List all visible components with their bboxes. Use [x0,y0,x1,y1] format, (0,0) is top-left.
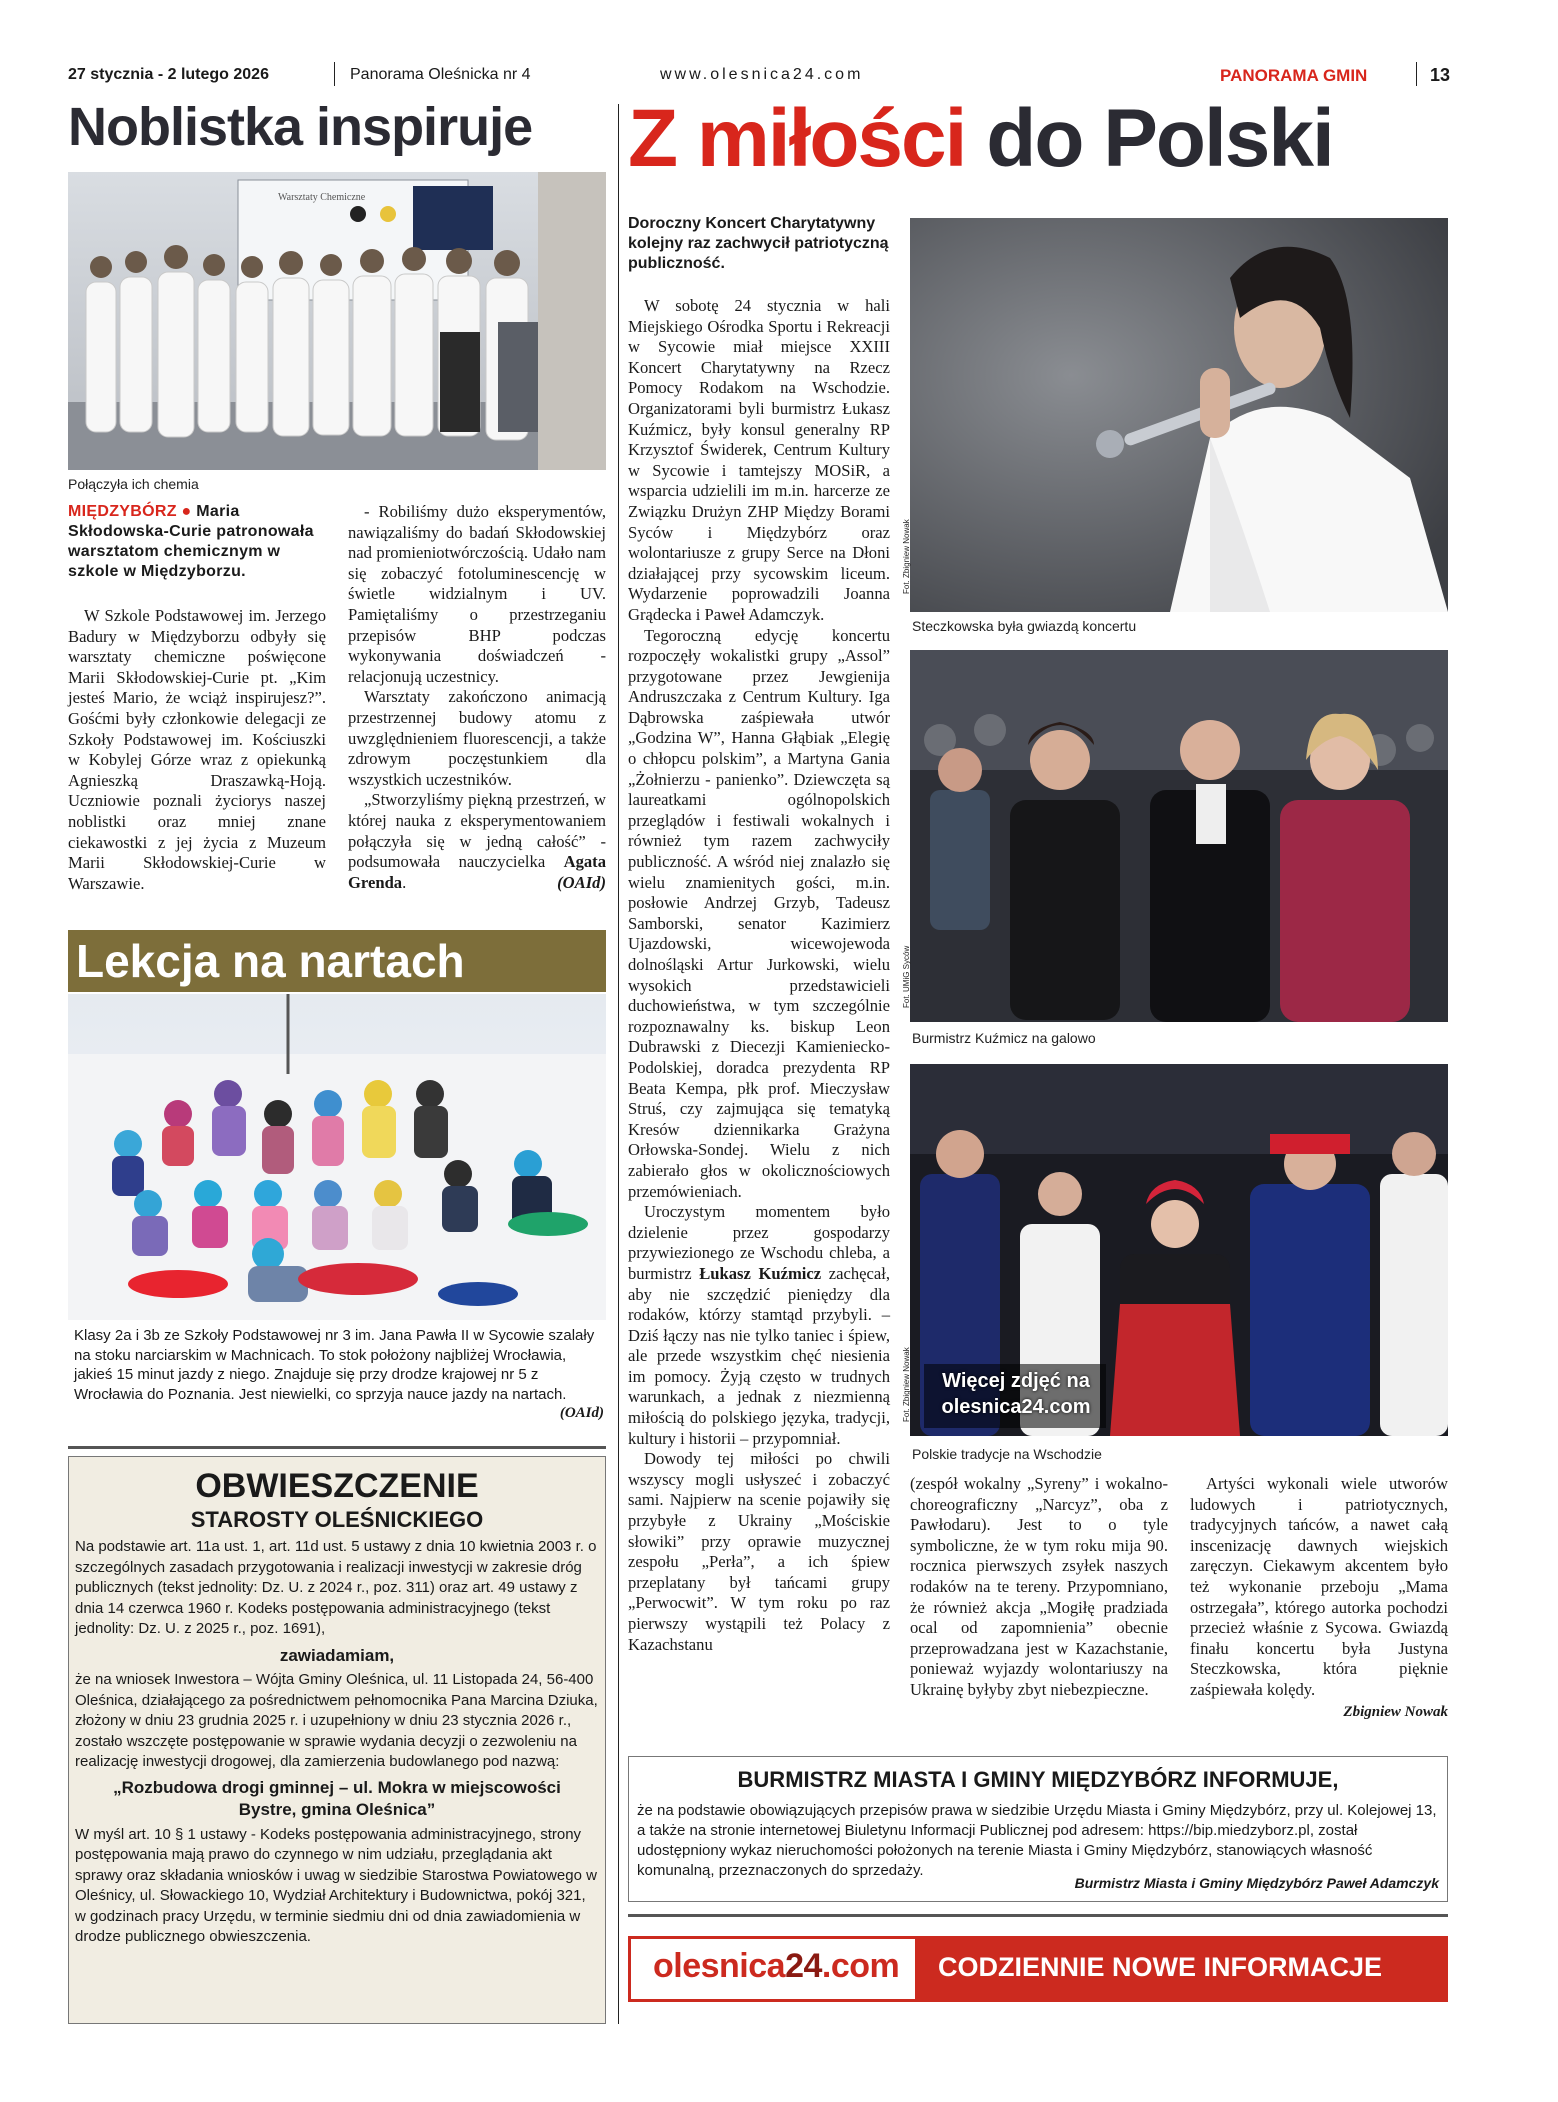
article2-signature: (OAId) [559,1405,604,1421]
page-header [68,60,1458,90]
olesnica24-banner[interactable] [628,1936,1448,2002]
article1-photo [68,172,606,470]
photo2-credit: Fot. UMiG Syców [902,945,911,1008]
article1-dateline: MIĘDZYBÓRZ [68,503,177,520]
board-text: Warsztaty Chemiczne [278,192,366,203]
page-number: 13 [1430,65,1451,85]
article3-photo2 [902,650,1448,1022]
article1-title: Noblistka inspiruje [68,97,533,157]
notice-p2: że na wniosek Inwestora – Wójta Gminy Oleśnica, ul. 11 Listopada 24, 56-400 Oleśnica, działającego za pośrednictwem pełnomocnika Pana Marcina Dziuka, złożony w dniu 23 grudnia 2025 r. i uzupełniony w dniu 23 stycznia 2026 r., zostało wszczęte postępowanie w sprawie wydania decyzji o zezwoleniu na realizację inwestycji drogowej, dla zamierzenia budowlanego pod nazwą: [75,1671,598,1770]
teacher-name: Agata Grenda [348,852,606,892]
article3-p4: Dowody tej miłości po chwili wszyscy mogli usłyszeć i zobaczyć sami. Najpierw na scenie pojawiły się przybyłe z Ukrainy „Mościskie słowiki” przy oprawie muzycznej zespołu „Perła”, a ich śpiew przeplatany był tańcami grupy „Perwocwit”. W tym roku po raz pierwszy wystąpili też Polacy z Kazachstanu [628,1449,890,1654]
banner-logo: olesnica24.com [653,1947,900,1985]
more-photos-line1: Więcej zdjęć na [942,1370,1090,1392]
notice-subtitle: STAROSTY OLEŚNICKIEGO [190,1507,484,1532]
notice-p3: W myśl art. 10 § 1 ustawy - Kodeks postępowania administracyjnego, strony postępowania mają prawo do czynnego w nim udziału, przeglądania akt sprawy oraz składania wniosków i uwag w siedzibie Starostwa Powiatowego w Oleśnicy, ul. Słowackiego 10, Wydział Architektury i Budownictwa, pokój 321, w godzinach pracy Urzędu, w terminie siedmiu dni od dnia zawiadomienia w drodze publicznego obwieszczenia. [75,1825,597,1945]
article3-lead: Doroczny Koncert Charytatywny kolejny raz zachwycił patriotyczną publiczność. [628,215,889,272]
article2-caption [74,1326,604,1424]
burmistrz-notice-signature: Burmistrz Miasta i Gminy Międzybórz Paweł Adamczyk [1074,1875,1439,1891]
article1-lead-text: Maria Skłodowska-Curie patronowała warsztatom chemicznym w szkole w Międzyborzu. [68,503,314,580]
article2-title: Lekcja na nartach [76,935,465,987]
chemistry-class-photo [68,172,606,470]
audience-photo [910,650,1448,1022]
article3-title-dark: do Polski [986,93,1333,184]
article2-photo [68,994,606,1320]
photo3-credit: Fot. Zbigniew Nowak [902,1347,911,1422]
article1-col2-p2: Warsztaty zakończono animacją przestrzennej budowy atomu z uwzględnieniem fluorescencji, a także zdrowym poczęstunkiem dla wszystkich uczestników. [348,687,606,789]
burmistrz-notice-body: że na podstawie obowiązujących przepisów prawa w siedzibie Urzędu Miasta i Gminy Międzybórz, przy ul. Kolejowej 13, a także na stronie internetowej Biuletynu Informacji Publicznej pod adresem: https://bip.miedzyborz.pl, został udostępniony wykaz nieruchomości położonych na terenie Miasta i Gminy Międzybórz, stanowiących własność komunalną, przeznaczonych do sprzedaży. [637,1802,1437,1879]
article3-signature: Zbigniew Nowak [1343,1703,1448,1720]
article3-col2-text: (zespół wokalny „Syreny” i wokalno-choreograficzny „Narcyz”, oba z Pawłodaru). Jest to o tyle symboliczne, że w tym roku mija 90. rocznica pierwszych zsyłek naszych rodaków na te tereny. Przypomniano, że również akcja „Mogiłę pradziada ocal od zapomnienia” obecnie przeprowadzana jest w Kazachstanie, ponieważ wyjazdy wolontariuszy na Ukrainę byłyby zbyt niebezpieczne. [910,1474,1168,1699]
header-date: 27 stycznia - 2 lutego 2026 [68,66,269,83]
notice-project: „Rozbudowa drogi gminnej – ul. Mokra w miejscowości Bystre, gmina Oleśnica” [113,1777,561,1819]
article1-col2-p3: „Stworzyliśmy piękną przestrzeń, w której nauka z eksperymentowaniem połączyła się w jedną całość” - podsumowała nauczycielka Agata Grenda. (OAId) [348,790,606,892]
singer-photo [910,218,1448,612]
article1-photo-caption: Połączyła ich chemia [68,476,199,492]
header-issue: Panorama Oleśnicka nr 4 [350,66,531,83]
banner-slogan: CODZIENNIE NOWE INFORMACJE [938,1952,1383,1982]
article1-col2-p1: - Robiliśmy dużo eksperymentów, nawiązaliśmy do badań Skłodowskiej nad promieniotwórczością. Udało nam się zobaczyć fotoluminescencję w świetle widzialnym i UV. Pamiętaliśmy o przestrzeganiu przepisów BHP podczas wykonywania doświadczeń - relacjonują uczestnicy. [348,502,606,686]
notice-title: OBWIESZCZENIE [195,1467,479,1505]
notice-p1: Na podstawie art. 11a ust. 1, art. 11d ust. 5 ustawy z dnia 10 kwietnia 2003 r. o szczególnych zasadach przygotowania i realizacji inwestycji w zakresie dróg publicznych (tekst jednolity: Dz. U. z 2024 r., poz. 311) oraz art. 49 ustawy z dnia 14 czerwca 1960 r. Kodeks postępowania administracyjnego (tekst jednolity: Dz. U. z 2025 r., poz. 1691), [75,1538,597,1637]
article1-col1 [68,606,326,894]
more-photos-line2: olesnica24.com [941,1396,1091,1418]
header-website: www.olesnica24.com [660,66,864,83]
banner-logo-box [628,1936,918,2002]
article2-caption-text: Klasy 2a i 3b ze Szkoły Podstawowej nr 3 im. Jana Pawła II w Sycowie szalały na stoku narciarskim w Machnicach. To stok położony najbliżej Wrocławia, jakieś 15 minut jazdy z niego. Znajduje się przy drodze krajowej nr 5 z Wrocławia do Poznania. Jest niewielki, co sprzyja nauce jazdy na nartach. [74,1327,595,1403]
mayor-name: Łukasz Kuźmicz [699,1263,822,1283]
article3-photo3 [902,1064,1448,1436]
header-section: PANORAMA GMIN [1220,66,1368,85]
article1-signature: (OAId) [557,872,606,892]
article3-title-red: Z miłości [628,93,966,184]
burmistrz-notice-title: BURMISTRZ MIASTA I GMINY MIĘDZYBÓRZ INFORMUJE, [737,1767,1339,1792]
photo2-caption: Burmistrz Kuźmicz na galowo [912,1030,1096,1046]
column-divider [618,104,619,2024]
ski-class-photo [68,994,606,1320]
article1-col2 [348,502,606,893]
photo1-credit: Fot. Zbigniew Nowak [902,519,911,594]
article1-col1-text: W Szkole Podstawowej im. Jerzego Badury w Międzyborzu odbyły się warsztaty chemiczne poświęcone Marii Skłodowskiej-Curie pt. „Kim jesteś Mario, że wciąż inspirujesz?”. Gośćmi były członkowie delegacji ze Szkoły Podstawowej im. Kościuszki w Kobylej Górze wraz z opiekunką Agnieszką Draszawką-Hoją. Uczniowie poznali życiorys naszej noblistki oraz mniej znane ciekawostki z jej życia z Muzeum Marii Skłodowskiej-Curie w Warszawie. [68,606,326,893]
article3-p3: Uroczystym momentem było dzielenie przez gospodarzy przywiezionego ze Wschodu chleba, a burmistrz Łukasz Kuźmicz zachęcał, aby nie szczędzić pieniędzy dla rodaków, którzy stamtąd przybyli. – Dziś łączy nas nie tylko taniec i śpiew, ale przede wszystkim chęć niesienia im pomocy. Żyją często w trudnych warunkach, a jednak z niezmienną miłością do polskiego języka, tradycji, kultury i historii – przypomniał. [628,1202,890,1448]
notice-body [75,1537,599,1948]
article1-lead [68,502,326,582]
photo3-caption: Polskie tradycje na Wschodzie [912,1446,1102,1462]
article3-title [628,92,1333,186]
photo1-caption: Steczkowska była gwiazdą koncertu [912,618,1137,634]
starost-notice [68,1456,606,2024]
article2-banner [68,930,606,992]
article3-col3-text: Artyści wykonali wiele utworów ludowych i patriotycznych, tradycyjnych tańców, a nawet całą inscenizację dawnych wiejskich zaręczyn. Ciekawym akcentem było też wykonanie przeboju „Mama ostrzegała”, którego autorka pochodzi przecież właśnie z Sycowa. Gwiazdą finału koncertu była Justyna Steczkowska, która pięknie zaśpiewała kolędy. [1190,1474,1448,1699]
article3-p1: W sobotę 24 stycznia w hali Miejskiego Ośrodka Sportu i Rekreacji w Sycowie miał miejsce XXIII Koncert Charytatywny na Rzecz Pomocy Rodakom na Wschodzie. Organizatorami byli burmistrz Łukasz Kuźmicz, były konsul generalny RP Krzysztof Świderek, Centrum Kultury w Sycowie i tamtejszy MOSiR, a wsparcia udzielili im m.in. harcerze ze Związku Drużyn ZHP Między Borami Syców i Międzybórz oraz wolontariusze z grupy Serce na Dłoni działającej przy sycowskim liceum. Wydarzenie poprowadzili Joanna Grądecka i Paweł Adamczyk. [628,296,890,624]
article3-photo1 [902,218,1448,612]
article3-col1 [628,296,890,1655]
dateline-bullet-icon: ● [181,503,192,520]
article3-col2 [910,1474,1168,1701]
article3-p2: Tegoroczną edycję koncertu rozpoczęły wokalistki grupy „Assol” przygotowane przez Jewgienija Andruszczaka z Centrum Kultury. Iga Dąbrowska zaśpiewała utwór „Godzina W”, Hanna Głąbiak „Elegię o chłopcu polskim”, a Martyna Gania „Żołnierzu - panienko”. Dziewczęta są laureatkami ogólnopolskich przeglądów i festiwali wokalnych i również tym razem zachwyciły publiczność. A wśród niej znalazło się wielu znamienitych gości, m.in. posłowie Andrzej Grzyb, Tadeusz Samborski, senator Kazimierz Ujazdowski, wicewojewoda dolnośląski Artur Jurkowski, wielu wysokich przedstawicieli duchowieństwa, w tym szczególnie rozpoznawalny ks. biskup Leon Dubrawski z Diecezji Kamieniecko-Podolskiej, doradca prezydenta RP Beata Kempa, płk prof. Mieczysław Struś, czy zajmująca się tematyką Kresów dziennikarka Grażyna Orłowska-Sondej. Wielu z nich zabierało głos w okolicznościowych przemówieniach. [628,625,890,1201]
notice-announce: zawiadamiam, [279,1645,395,1665]
more-photos-overlay[interactable] [928,1368,1104,1420]
article3-col3 [1190,1474,1448,1722]
burmistrz-notice [628,1756,1448,1902]
